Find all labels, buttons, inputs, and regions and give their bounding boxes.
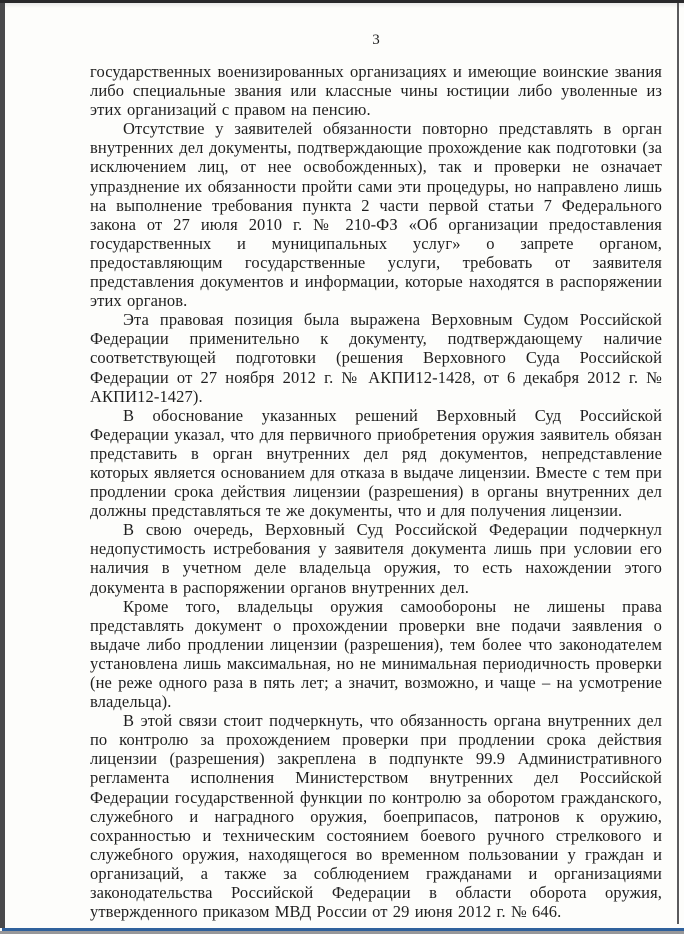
paragraph-supreme-court-emphasis: В свою очередь, Верховный Суд Российской Федерации подчеркнул недопустимость истребования у заявителя документа лишь при условии его наличия в учетном деле владельца оружия, то есть нахождении этого документа в распоряжении органов внутренних дел. [90, 520, 662, 597]
paragraph-absence-of-obligation: Отсутствие у заявителей обязанности повторно представлять в орган внутренних дел документы, подтверждающие прохождение как подготовки (за исключением лиц, от нее освобожденных), так и проверки не означает упразднение их обязанности пройти сами эти процедуры, но направлено лишь на выполнение требования пункта 2 части первой статьи 7 Федерального закона от 27 июля 2010 г. № 210-ФЗ «Об организации предоставления государственных и муниципальных услуг» о запрете органом, предоставляющим государственные услуги, требовать от заявителя представления документов и информации, которые находятся в распоряжении этих органов. [90, 119, 662, 311]
page-number: 3 [372, 32, 380, 48]
paragraph-legal-position: Эта правовая позиция была выражена Верховным Судом Российской Федерации применительно к документу, подтверждающему наличие соответствующей подготовки (решения Верховного Суда Российской Федерации от 27 ноября 2012 г. № АКПИ12-1428, от 6 декабря 2012 г. № АКПИ12-1427). [90, 310, 662, 406]
paragraph-self-defense-owners: Кроме того, владельцы оружия самообороны не лишены права представлять документ о прохождении проверки вне подачи заявления о выдаче либо продлении лицензии (разрешения), тем более что законодателем установлена лишь максимальная, но не минимальная периодичность проверки (не реже одного раза в пять лет; а значит, возможно, и чаще – на усмотрение владельца). [90, 596, 662, 712]
page-border-left [0, 3, 5, 928]
scan-edge-top [0, 3, 684, 8]
paragraph-justification: В обоснование указанных решений Верховный Суд Российской Федерации указал, что для первичного приобретения оружия заявитель обязан представить в орган внутренних дел ряд документов, непредставление которых является основанием для отказа в выдаче лицензии. Вместе с тем при продлении срока действия лицензии (разрешения) в органы внутренних дел должны представляться те же документы, что и для получения лицензии. [90, 405, 662, 521]
document-body [90, 31, 662, 921]
page-border-right [677, 3, 679, 924]
paragraph-mvd-regulation: В этой связи стоит подчеркнуть, что обязанность органа внутренних дел по контролю за прохождением проверки при продлении срока действия лицензии (разрешения) закреплена в подпункте 99.9 Административного регламента исполнения Министерством внутренних дел Российской Федерации государственной функции по контролю за оборотом гражданского, служебного и наградного оружия, боеприпасов, патронов к оружию, сохранностью и техническим состоянием боевого ручного стрелкового и служебного оружия, находящегося во временном пользовании у граждан и организаций, а также за соблюдением гражданами и организациями законодательства Российской Федерации в области оборота оружия, утвержденного приказом МВД России от 29 июня 2012 г. № 646. [90, 711, 662, 922]
paragraph-continuation: государственных военизированных организациях и имеющие воинские звания либо специальные звания или классные чины юстиции либо уволенные из этих организаций с правом на пенсию. [90, 62, 662, 120]
